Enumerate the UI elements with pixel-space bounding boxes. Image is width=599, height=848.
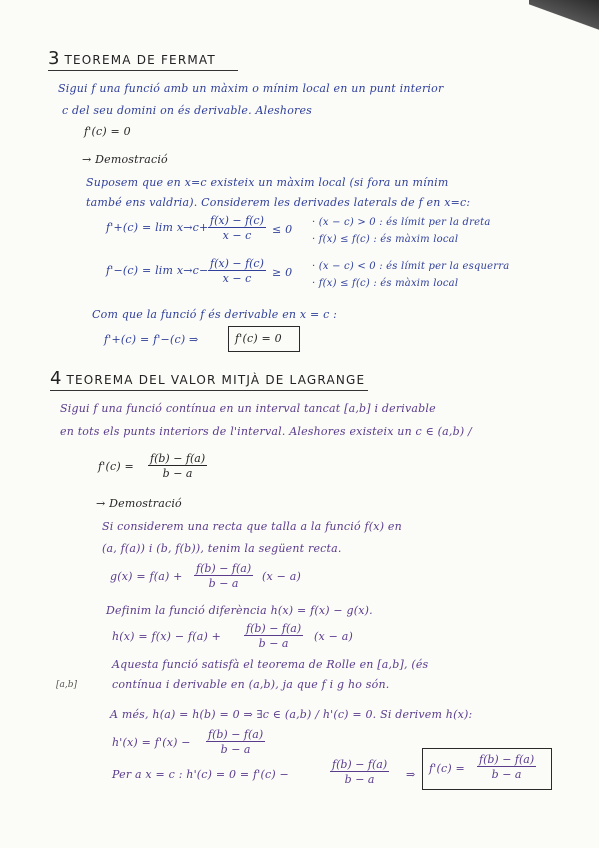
section-4-title: TEOREMA DEL VALOR MITJÀ DE LAGRANGE (66, 373, 366, 387)
s4-hprime-lhs: h'(x) = f'(x) − (112, 736, 191, 749)
s3-right-ineq: ≤ 0 (272, 223, 293, 236)
s4-line-rhs: (x − a) (262, 570, 301, 583)
s4-line-den: b − a (208, 577, 239, 590)
s4-statement-line-1: Sigui f una funció contínua en un interval tancat [a,b] i derivable (60, 402, 436, 415)
s4-demo-label: → Demostració (96, 497, 182, 510)
s4-result-num: f(b) − f(a) (150, 452, 206, 465)
s3-left-frac-num: f(x) − f(c) (210, 257, 264, 270)
s3-left-note-1: · (x − c) < 0 : és límit per la esquerra (312, 261, 510, 272)
s4-h-num: f(b) − f(a) (246, 622, 302, 635)
s3-demo-label: → Demostració (82, 153, 168, 166)
s4-define-line: Definim la funció diferència h(x) = f(x) − g(x). (106, 604, 373, 617)
s3-demo-line-1: Suposem que en x=c existeix un màxim local (si fora un mínim (86, 176, 449, 189)
section-3-title: TEOREMA DE FERMAT (64, 53, 216, 67)
s4-final-box-den: b − a (491, 768, 522, 781)
section-4-underline (50, 390, 368, 391)
s4-final-box-lhs: f'(c) = (429, 762, 465, 775)
s4-final-box-num: f(b) − f(a) (479, 753, 535, 766)
s4-h-rhs: (x − a) (314, 630, 353, 643)
s3-left-ineq: ≥ 0 (272, 266, 293, 279)
s4-statement-line-2: en tots els punts interiors de l'interval. Aleshores existeix un c ∈ (a,b) / (60, 425, 472, 438)
s4-h-den: b − a (258, 637, 289, 650)
s3-left-frac-den: x − c (222, 272, 252, 285)
section-4-heading (50, 368, 365, 389)
s4-h-lhs: h(x) = f(x) − f(a) + (112, 630, 222, 643)
s4-hprime-num: f(b) − f(a) (208, 728, 264, 741)
s4-final-box-fraction (477, 753, 536, 781)
s4-rolle-line-2: contínua i derivable en (a,b), ja que f i g ho són. (112, 678, 390, 691)
s4-result-lhs: f'(c) = (98, 460, 134, 473)
s3-left-derivative: f'−(c) = lim x→c− (106, 264, 209, 277)
s3-statement-line-1: Sigui f una funció amb un màxim o mínim local en un punt interior (58, 82, 444, 95)
section-3-number: 3 (48, 48, 60, 69)
s4-line-num: f(b) − f(a) (196, 562, 252, 575)
s4-also-line: A més, h(a) = h(b) = 0 ⇒ ∃c ∈ (a,b) / h'(c) = 0. Si derivem h(x): (110, 708, 473, 721)
s4-hprime-fraction (206, 728, 265, 756)
section-4-number: 4 (50, 368, 62, 389)
s4-result-fraction (148, 452, 207, 480)
s3-result-box (228, 326, 300, 352)
s4-result-den: b − a (162, 467, 193, 480)
s4-final-num: f(b) − f(a) (332, 758, 388, 771)
s4-rolle-line-1: Aquesta funció satisfà el teorema de Rolle en [a,b], (és (112, 658, 429, 671)
s4-final-lhs: Per a x = c : h'(c) = 0 = f'(c) − (112, 768, 289, 781)
s3-right-fraction (208, 214, 266, 242)
s4-margin-note: [a,b] (56, 680, 78, 690)
s4-demo-line-1: Si considerem una recta que talla a la funció f(x) en (102, 520, 402, 533)
s3-left-note-2: · f(x) ≤ f(c) : és màxim local (312, 278, 459, 289)
s3-right-note-2: · f(x) ≤ f(c) : és màxim local (312, 234, 459, 245)
s3-left-fraction (208, 257, 266, 285)
page-fold-corner (529, 0, 599, 40)
s3-right-frac-den: x − c (222, 229, 252, 242)
s3-right-derivative: f'+(c) = lim x→c+ (106, 221, 209, 234)
s3-demo-line-2: també ens valdria). Considerem les derivades laterals de f en x=c: (86, 196, 471, 209)
s3-result: f'(c) = 0 (84, 125, 131, 138)
s4-hprime-den: b − a (220, 743, 251, 756)
s4-final-box (422, 748, 552, 790)
s4-line-fraction (194, 562, 253, 590)
s4-h-fraction (244, 622, 303, 650)
section-3-underline (48, 70, 238, 71)
s3-conclusion-line: Com que la funció f és derivable en x = c : (92, 308, 338, 321)
s4-final-fraction (330, 758, 389, 786)
s3-conclusion-eq: f'+(c) = f'−(c) ⇒ (104, 333, 199, 346)
s4-final-den: b − a (344, 773, 375, 786)
s3-right-note-1: · (x − c) > 0 : és límit per la dreta (312, 217, 491, 228)
s3-boxed-result: f'(c) = 0 (235, 332, 282, 345)
s4-demo-line-2: (a, f(a)) i (b, f(b)), tenim la següent recta. (102, 542, 342, 555)
s4-final-arrow: ⇒ (406, 768, 416, 781)
s3-statement-line-2: c del seu domini on és derivable. Aleshores (62, 104, 313, 117)
section-3-heading (48, 48, 216, 69)
s3-right-frac-num: f(x) − f(c) (210, 214, 264, 227)
s4-line-lhs: g(x) = f(a) + (110, 570, 183, 583)
